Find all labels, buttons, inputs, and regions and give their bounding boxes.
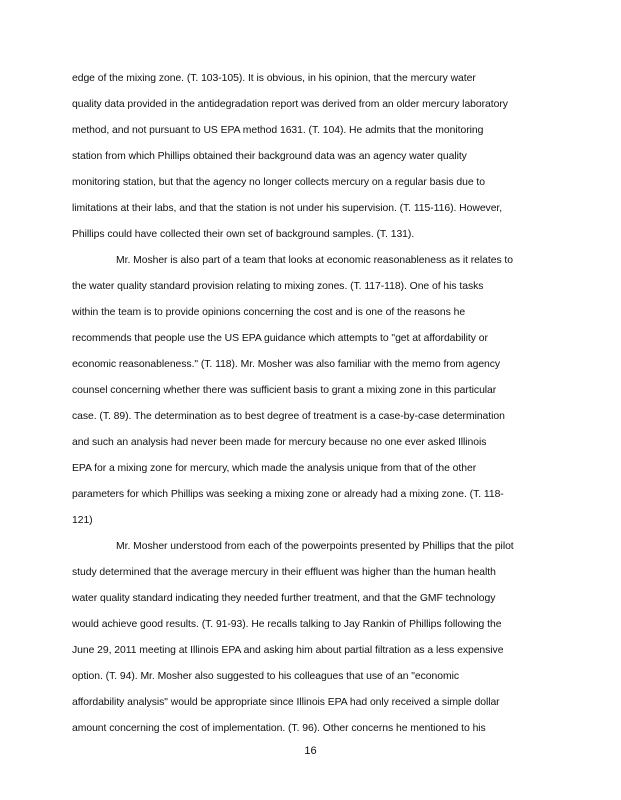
text-line: the water quality standard provision relating to mixing zones. (T. 117-118). One of his tasks xyxy=(72,281,484,292)
text-line: Phillips could have collected their own set of background samples. (T. 131). xyxy=(72,229,415,240)
page-number: 16 xyxy=(304,745,317,757)
paragraph-first-line: Mr. Mosher is also part of a team that looks at economic reasonableness as it relates to xyxy=(116,255,513,266)
text-line: 121) xyxy=(72,515,93,526)
text-line: limitations at their labs, and that the station is not under his supervision. (T. 115-116). However, xyxy=(72,203,503,214)
body-text xyxy=(72,66,552,742)
text-line: quality data provided in the antidegradation report was derived from an older mercury laboratory xyxy=(72,99,508,110)
text-line: option. (T. 94). Mr. Mosher also suggested to his colleagues that use of an "economic xyxy=(72,671,459,682)
paragraph-first-line: Mr. Mosher understood from each of the powerpoints presented by Phillips that the pilot xyxy=(116,541,514,552)
text-line: EPA for a mixing zone for mercury, which made the analysis unique from that of the other xyxy=(72,463,477,474)
text-line: study determined that the average mercury in their effluent was higher than the human health xyxy=(72,567,496,578)
text-line: within the team is to provide opinions concerning the cost and is one of the reasons he xyxy=(72,307,466,318)
text-line: monitoring station, but that the agency no longer collects mercury on a regular basis due to xyxy=(72,177,485,188)
text-line: would achieve good results. (T. 91-93). He recalls talking to Jay Rankin of Phillips following the xyxy=(72,619,502,630)
text-line: parameters for which Phillips was seeking a mixing zone or already had a mixing zone. (T. 118- xyxy=(72,489,504,500)
text-line: counsel concerning whether there was sufficient basis to grant a mixing zone in this particular xyxy=(72,385,497,396)
text-line: amount concerning the cost of implementation. (T. 96). Other concerns he mentioned to his xyxy=(72,723,486,734)
text-line: water quality standard indicating they needed further treatment, and that the GMF technology xyxy=(72,593,496,604)
text-line: station from which Phillips obtained their background data was an agency water quality xyxy=(72,151,467,162)
text-line: and such an analysis had never been made for mercury because no one ever asked Illinois xyxy=(72,437,487,448)
text-line: economic reasonableness." (T. 118). Mr. Mosher was also familiar with the memo from agency xyxy=(72,359,501,370)
text-line: edge of the mixing zone. (T. 103-105). It is obvious, in his opinion, that the mercury water xyxy=(72,73,476,84)
text-line: case. (T. 89). The determination as to best degree of treatment is a case-by-case determination xyxy=(72,411,505,422)
text-line: June 29, 2011 meeting at Illinois EPA and asking him about partial filtration as a less expensive xyxy=(72,645,504,656)
text-line: method, and not pursuant to US EPA method 1631. (T. 104). He admits that the monitoring xyxy=(72,125,484,136)
text-line: affordability analysis" would be appropriate since Illinois EPA had only received a simple dollar xyxy=(72,697,500,708)
text-line: recommends that people use the US EPA guidance which attempts to "get at affordability or xyxy=(72,333,488,344)
